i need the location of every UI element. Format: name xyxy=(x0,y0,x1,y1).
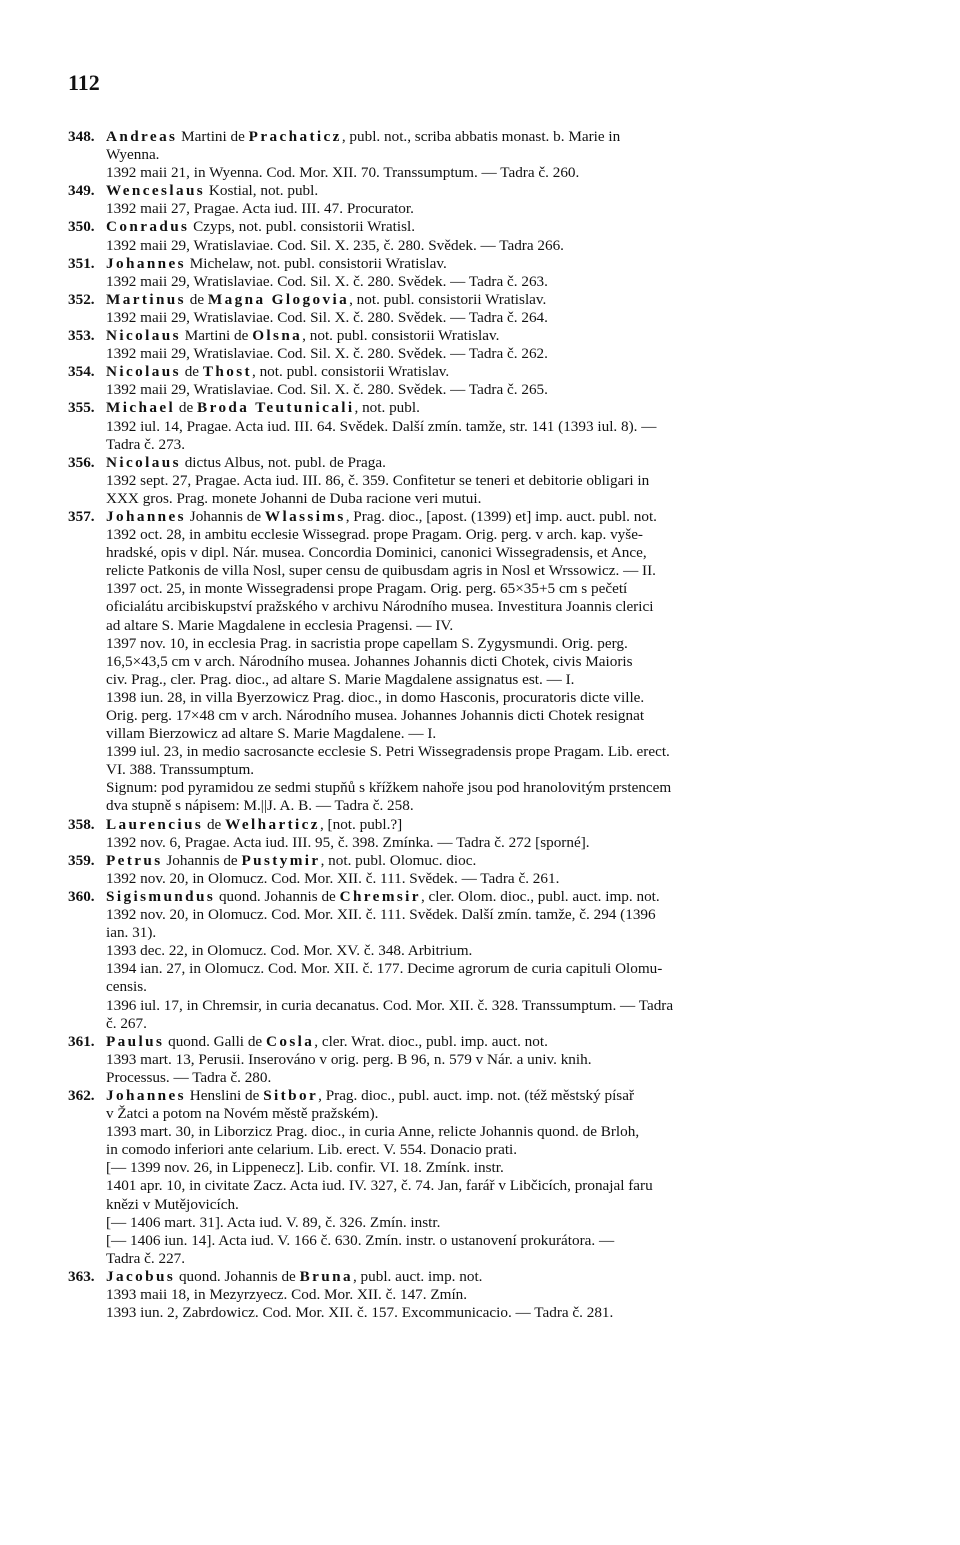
entry-line xyxy=(106,472,898,490)
text-segment: 1393 dec. 22, in Olomucz. Cod. Mor. XV. č. 348. Arbitrium. xyxy=(106,942,473,960)
text-segment: de xyxy=(175,399,198,417)
text-segment: de xyxy=(185,290,208,308)
entry-line xyxy=(106,1069,898,1087)
entry-line xyxy=(106,1232,898,1250)
entry xyxy=(68,1268,898,1322)
entry-line xyxy=(106,237,898,255)
entry-body xyxy=(106,255,898,291)
entry-number: 363. xyxy=(68,1267,95,1285)
text-segment: 1392 maii 21, in Wyenna. Cod. Mor. XII. 70. Transsumptum. — Tadra č. 260. xyxy=(106,164,580,182)
text-segment: [— 1399 nov. 26, in Lippenecz]. Lib. confir. VI. 18. Zmínk. instr. xyxy=(106,1159,504,1177)
text-segment: Johannis de xyxy=(185,507,265,525)
text-segment: , not. publ. consistorii Wratislav. xyxy=(302,327,500,345)
entry xyxy=(68,327,898,363)
person-name: Jacobus xyxy=(106,1267,176,1285)
entry-line xyxy=(106,327,898,345)
text-segment: ad altare S. Marie Magdalene in ecclesia Pragensi. — IV. xyxy=(106,616,454,634)
person-name: Sigismundus xyxy=(106,887,216,905)
entry-body xyxy=(106,1087,898,1268)
entry-number: 349. xyxy=(68,182,95,200)
entry-line xyxy=(106,273,898,291)
person-name: Conradus xyxy=(106,218,190,236)
entry-body xyxy=(106,454,898,508)
text-segment: in comodo inferiori ante celarium. Lib. erect. V. 554. Donacio prati. xyxy=(106,1141,518,1159)
entry-line xyxy=(106,1141,898,1159)
entry-line xyxy=(106,598,898,616)
entry-number: 357. xyxy=(68,507,95,525)
person-name: Nicolaus xyxy=(106,363,181,381)
person-name: Michael xyxy=(106,399,176,417)
text-segment: 1392 maii 29, Wratislaviae. Cod. Sil. X. č. 280. Svědek. — Tadra č. 262. xyxy=(106,345,548,363)
text-segment: 1392 nov. 20, in Olomucz. Cod. Mor. XII. č. 111. Svědek. Další zmín. tamže, č. 294 (1396 xyxy=(106,906,656,924)
entry-number: 360. xyxy=(68,887,95,905)
person-name: Paulus xyxy=(106,1032,165,1050)
text-segment: hradské, opis v dipl. Nár. musea. Concordia Dominici, canonici Wissegradensis, et Ance, xyxy=(106,544,647,562)
entry-line xyxy=(106,218,898,236)
text-segment: Czyps, not. publ. consistorii Wratisl. xyxy=(189,218,416,236)
entry-line xyxy=(106,797,898,815)
text-segment: v Žatci a potom na Novém městě pražském). xyxy=(106,1105,379,1123)
text-segment: , Prag. dioc., [apost. (1399) et] imp. auct. publ. not. xyxy=(345,507,657,525)
text-segment: , not. publ. xyxy=(354,399,420,417)
text-segment: Orig. perg. 17×48 cm v arch. Národního musea. Johannes Johannis dicti Chotek resignat xyxy=(106,707,645,724)
text-segment: XXX gros. Prag. monete Johanni de Duba racione veri mutui. xyxy=(106,489,482,507)
text-segment: 1393 mart. 13, Perusii. Inserováno v orig. perg. B 96, n. 579 v Nár. a univ. knih. xyxy=(106,1050,592,1068)
text-segment: 1392 maii 27, Pragae. Acta iud. III. 47. Procurator. xyxy=(106,200,414,218)
person-name: Chremsir xyxy=(339,887,421,905)
entry-line xyxy=(106,1123,898,1141)
entry-line xyxy=(106,1015,898,1033)
entry-line xyxy=(106,1214,898,1232)
entry xyxy=(68,128,898,182)
text-segment: 1394 ian. 27, in Olomucz. Cod. Mor. XII. č. 177. Decime agrorum de curia capituli Olomu- xyxy=(106,960,663,978)
text-segment: quond. Johannis de xyxy=(175,1267,300,1285)
text-segment: , not. publ. consistorii Wratislav. xyxy=(251,363,450,381)
entry-line xyxy=(106,1177,898,1195)
entry-line xyxy=(106,255,898,273)
entry-line xyxy=(106,399,898,417)
entry-line xyxy=(106,363,898,381)
text-segment: quond. Johannis de xyxy=(215,887,340,905)
entry-number: 358. xyxy=(68,815,95,833)
entry-list xyxy=(68,128,898,1322)
entry xyxy=(68,218,898,254)
text-segment: censis. xyxy=(106,978,147,996)
entry-line xyxy=(106,1250,898,1268)
text-segment: 1397 oct. 25, in monte Wissegradensi prope Pragam. Orig. perg. 65×35+5 cm s pečetí xyxy=(106,580,628,598)
text-segment: [— 1406 mart. 31]. Acta iud. V. 89, č. 326. Zmín. instr. xyxy=(106,1213,441,1231)
text-segment: de xyxy=(180,363,203,381)
text-segment: 1392 maii 29, Wratislaviae. Cod. Sil. X. č. 280. Svědek. — Tadra č. 265. xyxy=(106,381,548,399)
text-segment: knězi v Mutějovicích. xyxy=(106,1195,239,1213)
entry-line xyxy=(106,128,898,146)
entry-line xyxy=(106,562,898,580)
page-number: 112 xyxy=(68,70,100,95)
entry-line xyxy=(106,1196,898,1214)
text-segment: 1392 nov. 20, in Olomucz. Cod. Mor. XII. č. 111. Svědek. — Tadra č. 261. xyxy=(106,869,560,887)
entry-number: 359. xyxy=(68,851,95,869)
person-name: Johannes xyxy=(106,507,186,525)
text-segment: ian. 31). xyxy=(106,924,157,942)
text-segment: 1392 sept. 27, Pragae. Acta iud. III. 86, č. 359. Confitetur se teneri et debitorie obligari in xyxy=(106,471,650,489)
entry-line xyxy=(106,1159,898,1177)
person-name: Andreas xyxy=(106,128,178,145)
entry-line xyxy=(106,526,898,544)
text-segment: dva stupně s nápisem: M.||J. A. B. — Tadra č. 258. xyxy=(106,797,414,815)
entry-line xyxy=(106,671,898,689)
text-segment: 1401 apr. 10, in civitate Zacz. Acta iud. IV. 327, č. 74. Jan, farář v Libčicích, pronajal faru xyxy=(106,1177,653,1195)
entry-line xyxy=(106,1105,898,1123)
entry xyxy=(68,454,898,508)
entry-line xyxy=(106,164,898,182)
entry-line xyxy=(106,689,898,707)
entry xyxy=(68,399,898,453)
entry-body xyxy=(106,291,898,327)
entry-line xyxy=(106,960,898,978)
entry-line xyxy=(106,997,898,1015)
text-segment: 1396 iul. 17, in Chremsir, in curia decanatus. Cod. Mor. XII. č. 328. Transsumptum. — Tadra xyxy=(106,996,674,1014)
entry-number: 353. xyxy=(68,327,95,345)
entry-line xyxy=(106,617,898,635)
entry-line xyxy=(106,580,898,598)
text-segment: Wyenna. xyxy=(106,146,160,164)
entry-line xyxy=(106,653,898,671)
entry-body xyxy=(106,1268,898,1322)
text-segment: 1392 maii 29, Wratislaviae. Cod. Sil. X. 235, č. 280. Svědek. — Tadra 266. xyxy=(106,236,564,254)
entry-number: 351. xyxy=(68,254,95,272)
entry-line xyxy=(106,508,898,526)
entry-line xyxy=(106,725,898,743)
entry-line xyxy=(106,200,898,218)
person-name: Olsna xyxy=(252,327,303,345)
entry-number: 355. xyxy=(68,399,95,417)
person-name: Nicolaus xyxy=(106,453,181,471)
entry-line xyxy=(106,870,898,888)
person-name: Thost xyxy=(202,363,252,381)
entry-line xyxy=(106,1087,898,1105)
entry-line xyxy=(106,1051,898,1069)
entry-number: 350. xyxy=(68,218,95,236)
entry-line xyxy=(106,942,898,960)
entry-line xyxy=(106,635,898,653)
entry-body xyxy=(106,888,898,1033)
entry xyxy=(68,291,898,327)
person-name: Magna Glogovia xyxy=(207,290,350,308)
person-name: Laurencius xyxy=(106,815,204,833)
entry-line xyxy=(106,146,898,164)
text-segment: , publ. auct. imp. not. xyxy=(352,1267,483,1285)
entry-body xyxy=(106,182,898,218)
entry xyxy=(68,888,898,1033)
text-segment: Johannis de xyxy=(162,851,242,869)
entry xyxy=(68,363,898,399)
entry-body xyxy=(106,399,898,453)
entry-line xyxy=(106,309,898,327)
entry-line xyxy=(106,436,898,454)
person-name: Petrus xyxy=(106,851,163,869)
entry-line xyxy=(106,906,898,924)
entry-number: 356. xyxy=(68,453,95,471)
text-segment: , Prag. dioc., publ. auct. imp. not. (též městský písař xyxy=(318,1086,635,1104)
entry-line xyxy=(106,924,898,942)
text-segment: 1393 iun. 2, Zabrdowicz. Cod. Mor. XII. č. 157. Excommunicacio. — Tadra č. 281. xyxy=(106,1304,614,1322)
entry-number: 348. xyxy=(68,128,95,145)
entry-body xyxy=(106,1033,898,1087)
entry xyxy=(68,182,898,218)
person-name: Welharticz xyxy=(225,815,320,833)
entry xyxy=(68,1033,898,1087)
text-segment: Michelaw, not. publ. consistorii Wratislav. xyxy=(185,254,447,272)
entry-body xyxy=(106,816,898,852)
entry-line xyxy=(106,779,898,797)
entry-line xyxy=(106,888,898,906)
person-name: Bruna xyxy=(299,1267,353,1285)
person-name: Wenceslaus xyxy=(106,182,206,200)
text-segment: Martini de xyxy=(180,327,253,345)
entry-line xyxy=(106,182,898,200)
text-segment: Henslini de xyxy=(185,1086,264,1104)
person-name: Pustymir xyxy=(241,851,321,869)
entry-number: 362. xyxy=(68,1086,95,1104)
entry-line xyxy=(106,978,898,996)
person-name: Wlassims xyxy=(264,507,346,525)
text-segment: , not. publ. Olomuc. dioc. xyxy=(320,851,477,869)
text-segment: Tadra č. 227. xyxy=(106,1249,186,1267)
entry-line xyxy=(106,490,898,508)
text-segment: 1392 maii 29, Wratislaviae. Cod. Sil. X. č. 280. Svědek. — Tadra č. 263. xyxy=(106,272,548,290)
entry-line xyxy=(106,1033,898,1051)
person-name: Nicolaus xyxy=(106,327,181,345)
text-segment: 1399 iul. 23, in medio sacrosancte ecclesie S. Petri Wissegradensis prope Pragam. Lib. erect. xyxy=(106,743,670,761)
entry xyxy=(68,1087,898,1268)
text-segment: [— 1406 iun. 14]. Acta iud. V. 166 č. 630. Zmín. instr. o ustanovení prokurátora. — xyxy=(106,1231,615,1249)
text-segment: Processus. — Tadra č. 280. xyxy=(106,1068,272,1086)
text-segment: , [not. publ.?] xyxy=(319,815,403,833)
entry-line xyxy=(106,1286,898,1304)
text-segment: 1398 iun. 28, in villa Byerzowicz Prag. dioc., in domo Hasconis, procuratoris dicte ville. xyxy=(106,688,645,706)
entry-body xyxy=(106,852,898,888)
text-segment: 1392 oct. 28, in ambitu ecclesie Wissegrad. prope Pragam. Orig. perg. v arch. kap. vyše- xyxy=(106,526,643,544)
entry-line xyxy=(106,816,898,834)
person-name: Johannes xyxy=(106,1086,186,1104)
person-name: Johannes xyxy=(106,254,186,272)
entry-line xyxy=(106,418,898,436)
text-segment: , publ. not., scriba abbatis monast. b. Marie in xyxy=(341,128,621,145)
entry xyxy=(68,508,898,816)
text-segment: 1393 maii 18, in Mezyrzyecz. Cod. Mor. XII. č. 147. Zmín. xyxy=(106,1286,468,1303)
entry xyxy=(68,852,898,888)
person-name: Broda Teutunicali xyxy=(197,399,355,417)
text-segment: č. 267. xyxy=(106,1014,147,1032)
entry xyxy=(68,816,898,852)
entry-number: 361. xyxy=(68,1032,95,1050)
entry-line xyxy=(106,743,898,761)
entry-line xyxy=(106,454,898,472)
text-segment: , not. publ. consistorii Wratislav. xyxy=(349,290,547,308)
text-segment: 1392 maii 29, Wratislaviae. Cod. Sil. X. č. 280. Svědek. — Tadra č. 264. xyxy=(106,308,548,326)
entry-line xyxy=(106,544,898,562)
text-segment: 1392 nov. 6, Pragae. Acta iud. III. 95, č. 398. Zmínka. — Tadra č. 272 [sporné]. xyxy=(106,833,590,851)
text-segment: , cler. Olom. dioc., publ. auct. imp. not. xyxy=(420,887,660,905)
entry-number: 352. xyxy=(68,290,95,308)
entry-line xyxy=(106,1268,898,1286)
entry-number: 354. xyxy=(68,363,95,381)
text-segment: 16,5×43,5 cm v arch. Národního musea. Johannes Johannis dicti Chotek, civis Maioris xyxy=(106,652,633,670)
person-name: Sitbor xyxy=(263,1086,319,1104)
entry-line xyxy=(106,345,898,363)
text-segment: 1392 iul. 14, Pragae. Acta iud. III. 64. Svědek. Další zmín. tamže, str. 141 (1393 iul. 8). — xyxy=(106,417,657,435)
text-segment: dictus Albus, not. publ. de Praga. xyxy=(180,453,386,471)
text-segment: , cler. Wrat. dioc., publ. imp. auct. not. xyxy=(314,1032,548,1050)
text-segment: de xyxy=(203,815,226,833)
entry-line xyxy=(106,291,898,309)
entry-body xyxy=(106,218,898,254)
text-segment: 1397 nov. 10, in ecclesia Prag. in sacristia prope capellam S. Zygysmundi. Orig. perg. xyxy=(106,634,628,652)
entry-line xyxy=(106,381,898,399)
text-segment: 1393 mart. 30, in Liborzicz Prag. dioc., in curia Anne, relicte Johannis quond. de Brloh, xyxy=(106,1123,640,1141)
text-segment: Tadra č. 273. xyxy=(106,435,186,453)
entry-body xyxy=(106,363,898,399)
text-segment: villam Bierzowicz ad altare S. Marie Magdalene. — I. xyxy=(106,725,437,743)
person-name: Prachaticz xyxy=(248,128,342,145)
text-segment: oficialátu arcibiskupství pražského v archivu Národního musea. Investitura Joannis clerici xyxy=(106,598,654,616)
text-segment: Signum: pod pyramidou ze sedmi stupňů s křížkem nahoře jsou pod hranolovitým prstencem xyxy=(106,779,672,797)
text-segment: VI. 388. Transsumptum. xyxy=(106,761,255,779)
entry-line xyxy=(106,707,898,725)
text-segment: Kostial, not. publ. xyxy=(205,182,319,200)
text-segment: Martini de xyxy=(177,128,249,145)
entry-body xyxy=(106,508,898,816)
person-name: Martinus xyxy=(106,290,186,308)
text-segment: relicte Patkonis de villa Nosl, super censu de quibusdam agris in Nosl et Wrssowicz. — II. xyxy=(106,562,656,580)
person-name: Cosla xyxy=(265,1032,315,1050)
entry-line xyxy=(106,761,898,779)
entry-line xyxy=(106,852,898,870)
entry-line xyxy=(106,834,898,852)
text-segment: quond. Galli de xyxy=(164,1032,266,1050)
entry-line xyxy=(106,1304,898,1322)
entry-body xyxy=(106,327,898,363)
entry-body xyxy=(106,128,898,182)
entry xyxy=(68,255,898,291)
text-segment: civ. Prag., cler. Prag. dioc., ad altare S. Marie Magdalene assignatus est. — I. xyxy=(106,670,575,688)
